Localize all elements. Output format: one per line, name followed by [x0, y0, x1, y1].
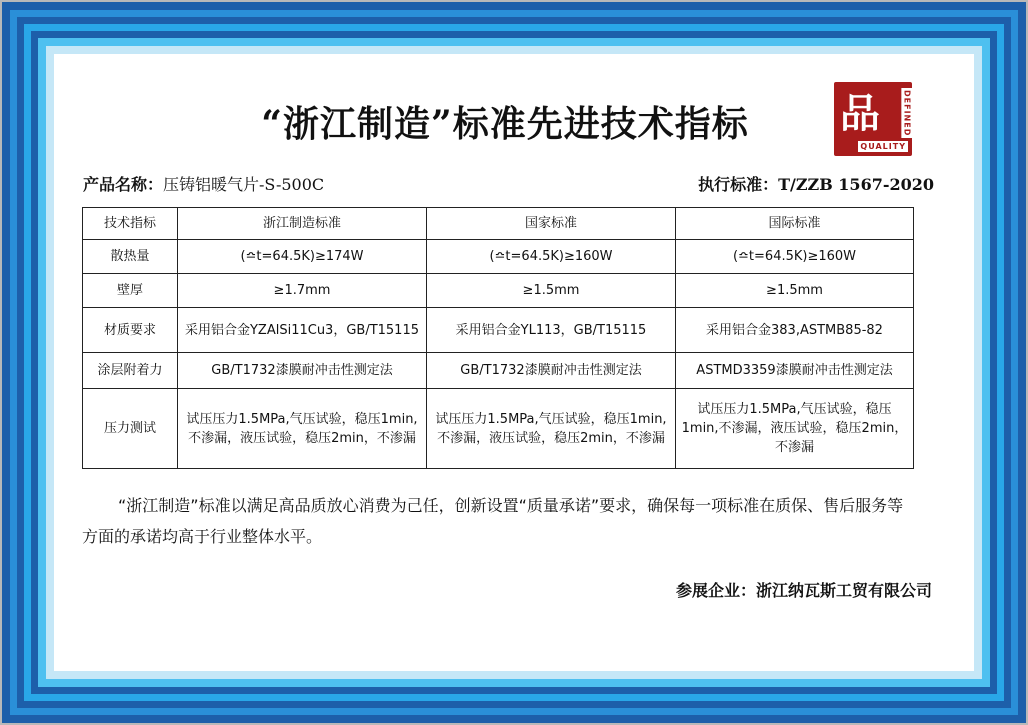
- header-cell: 国家标准: [427, 208, 676, 240]
- table-row: [83, 389, 914, 469]
- table-cell: 采用铝合金YZAlSi11Cu3，GB/T15115: [178, 308, 427, 353]
- table-cell: GB/T1732漆膜耐冲击性测定法: [178, 353, 427, 389]
- execution-standard: [698, 172, 934, 195]
- logo-word-defined: DEFINED: [902, 90, 911, 137]
- certificate-body: [54, 54, 974, 671]
- table-cell: (≏t=64.5K)≥160W: [427, 240, 676, 274]
- row-label: 压力测试: [83, 389, 178, 469]
- logo-glyph: 品: [840, 90, 880, 137]
- spec-table: [82, 207, 914, 469]
- table-cell: (≏t=64.5K)≥160W: [676, 240, 914, 274]
- frame-band: [46, 46, 982, 679]
- table-row: [83, 274, 914, 308]
- exhibitor-label: 参展企业：: [675, 581, 756, 600]
- row-label: 散热量: [83, 240, 178, 274]
- header-cell: 技术指标: [83, 208, 178, 240]
- table-cell: ≥1.5mm: [427, 274, 676, 308]
- logo-word-quality: QUALITY: [860, 142, 906, 151]
- exhibitor: [676, 578, 932, 601]
- page-title: “浙江制造”标准先进技术指标: [261, 103, 749, 145]
- table-row: [83, 353, 914, 389]
- table-cell: GB/T1732漆膜耐冲击性测定法: [427, 353, 676, 389]
- table-row: [83, 308, 914, 353]
- header-cell: 国际标准: [676, 208, 914, 240]
- product-label: 产品名称：: [83, 175, 164, 194]
- table-cell: 试压压力1.5MPa,气压试验，稳压1min,不渗漏，液压试验，稳压2min，不渗漏: [178, 389, 427, 469]
- standard-value: T/ZZB 1567-2020: [778, 175, 934, 194]
- frame-band: [38, 38, 990, 687]
- quality-logo: [834, 82, 912, 156]
- product-value: 压铸铝暖气片-S-500C: [163, 175, 325, 194]
- header-cell: 浙江制造标准: [178, 208, 427, 240]
- table-row: [83, 240, 914, 274]
- row-label: 材质要求: [83, 308, 178, 353]
- frame-band: [31, 31, 997, 694]
- table-cell: 试压压力1.5MPa,气压试验，稳压1min,不渗漏，液压试验，稳压2min，不渗漏: [676, 389, 914, 469]
- table-cell: ASTMD3359漆膜耐冲击性测定法: [676, 353, 914, 389]
- commitment-paragraph: “浙江制造”标准以满足高品质放心消费为己任，创新设置“质量承诺”要求，确保每一项标准在质保、售后服务等方面的承诺均高于行业整体水平。: [82, 496, 904, 546]
- frame-band: [17, 17, 1011, 708]
- table-cell: (≏t=64.5K)≥174W: [178, 240, 427, 274]
- table-cell: 试压压力1.5MPa,气压试验，稳压1min,不渗漏，液压试验，稳压2min，不渗漏: [427, 389, 676, 469]
- product-name: [83, 172, 324, 195]
- standard-label: 执行标准：: [698, 175, 779, 194]
- table-cell: ≥1.7mm: [178, 274, 427, 308]
- frame-band: [10, 10, 1018, 715]
- row-label: 涂层附着力: [83, 353, 178, 389]
- frame-band: [24, 24, 1004, 701]
- table-cell: 采用铝合金YL113，GB/T15115: [427, 308, 676, 353]
- row-label: 壁厚: [83, 274, 178, 308]
- exhibitor-value: 浙江纳瓦斯工贸有限公司: [755, 581, 932, 600]
- table-cell: ≥1.5mm: [676, 274, 914, 308]
- frame-band: [2, 2, 1026, 723]
- table-header-row: [83, 208, 914, 240]
- table-cell: 采用铝合金383,ASTMB85-82: [676, 308, 914, 353]
